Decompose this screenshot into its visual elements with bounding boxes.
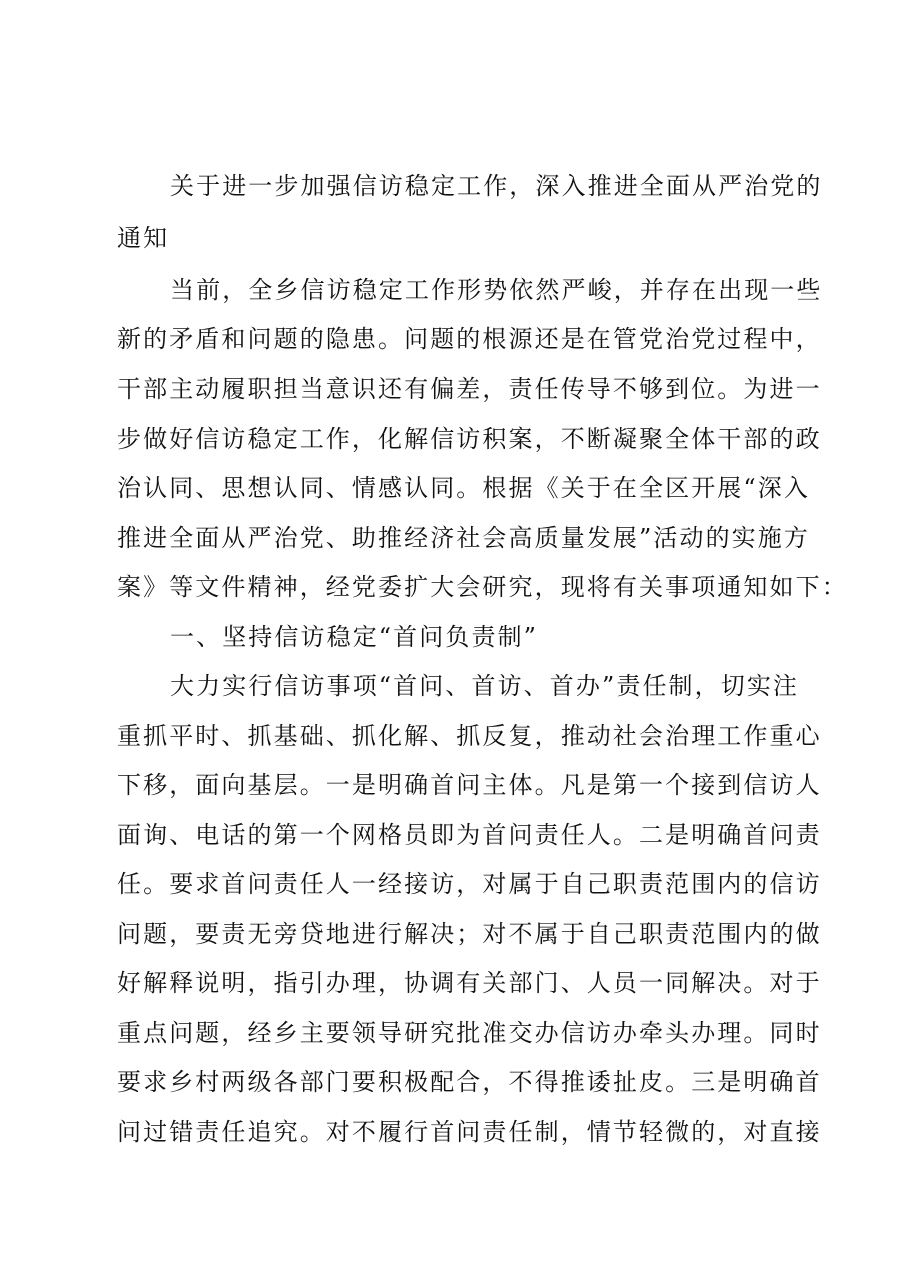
paragraph-1-line: 步做好信访稳定工作，化解信访积案，不断凝聚全体干部的政 xyxy=(117,425,822,453)
paragraph-2-line: 问题，要责无旁贷地进行解决；对不属于自己职责范围内的做 xyxy=(117,920,822,948)
paragraph-2-line: 大力实行信访事项“首问、首访、首办”责任制，切实注 xyxy=(170,672,800,700)
document-title-line-2: 通知 xyxy=(117,224,170,252)
paragraph-2-line: 面询、电话的第一个网格员即为首问责任人。二是明确首问责 xyxy=(117,821,822,849)
paragraph-2-line: 重点问题，经乡主要领导研究批准交办信访办牵头办理。同时 xyxy=(117,1019,822,1047)
section-heading-1: 一、坚持信访稳定“首问负责制” xyxy=(170,623,539,651)
paragraph-1-line: 案》等文件精神，经党委扩大会研究，现将有关事项通知如下： xyxy=(117,573,848,601)
paragraph-2-line: 问过错责任追究。对不履行首问责任制，情节轻微的，对直接 xyxy=(117,1118,822,1146)
paragraph-1-line: 新的矛盾和问题的隐患。问题的根源还是在管党治党过程中， xyxy=(117,325,822,353)
paragraph-1-line: 治认同、思想认同、情感认同。根据《关于在全区开展“深入 xyxy=(117,474,810,502)
paragraph-2-line: 要求乡村两级各部门要积极配合，不得推诿扯皮。三是明确首 xyxy=(117,1068,822,1096)
paragraph-2-line: 重抓平时、抓基础、抓化解、抓反复，推动社会治理工作重心 xyxy=(117,722,822,750)
paragraph-2-line: 好解释说明，指引办理，协调有关部门、人员一同解决。对于 xyxy=(117,969,822,997)
paragraph-1-line: 推进全面从严治党、助推经济社会高质量发展”活动的实施方 xyxy=(117,524,810,552)
paragraph-2-line: 下移，面向基层。一是明确首问主体。凡是第一个接到信访人 xyxy=(117,771,822,799)
paragraph-1-line: 当前，全乡信访稳定工作形势依然严峻，并存在出现一些 xyxy=(170,276,823,304)
paragraph-2-line: 任。要求首问责任人一经接访，对属于自己职责范围内的信访 xyxy=(117,870,822,898)
document-title-line-1: 关于进一步加强信访稳定工作，深入推进全面从严治党的 xyxy=(170,172,823,200)
paragraph-1-line: 干部主动履职担当意识还有偏差，责任传导不够到位。为进一 xyxy=(117,375,822,403)
